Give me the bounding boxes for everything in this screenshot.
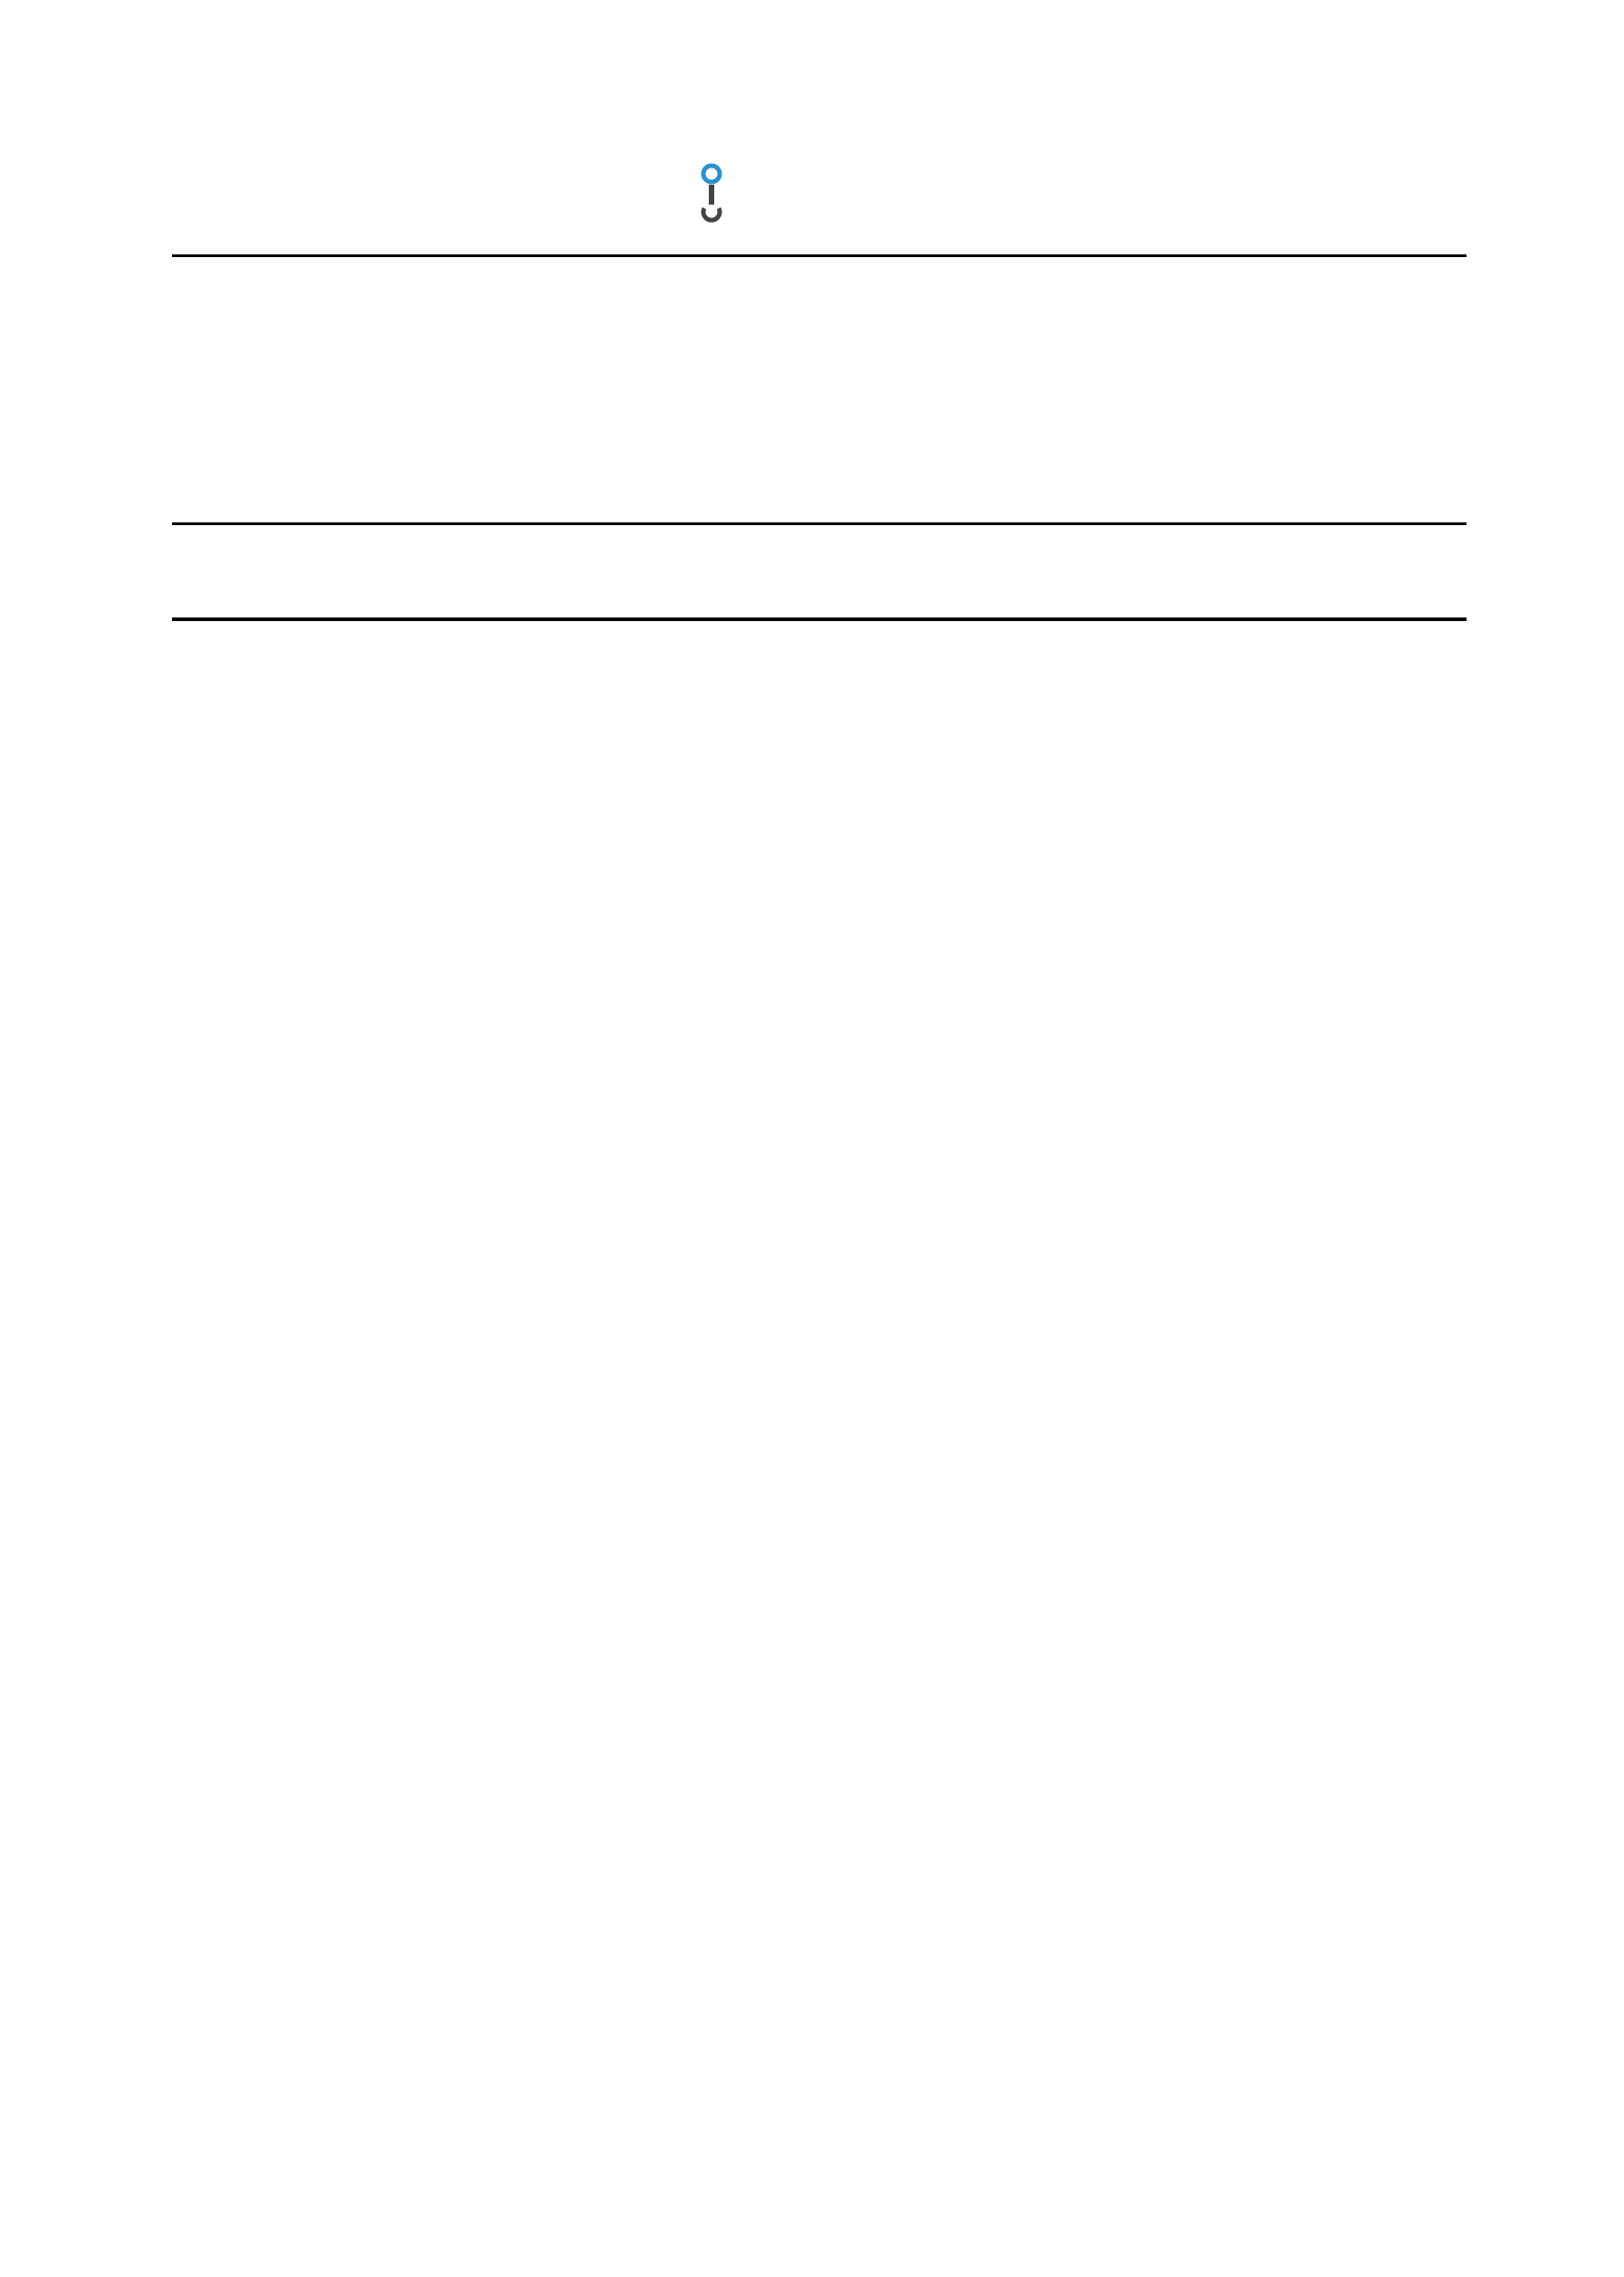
- ingesta-logo-icon: [697, 161, 733, 234]
- ingesta-logo: [697, 156, 969, 237]
- apports-bottom-rule: [172, 617, 1466, 621]
- apports-top-rule: [172, 522, 1466, 525]
- barcode: [177, 2007, 545, 2063]
- top-rule: [172, 254, 1466, 257]
